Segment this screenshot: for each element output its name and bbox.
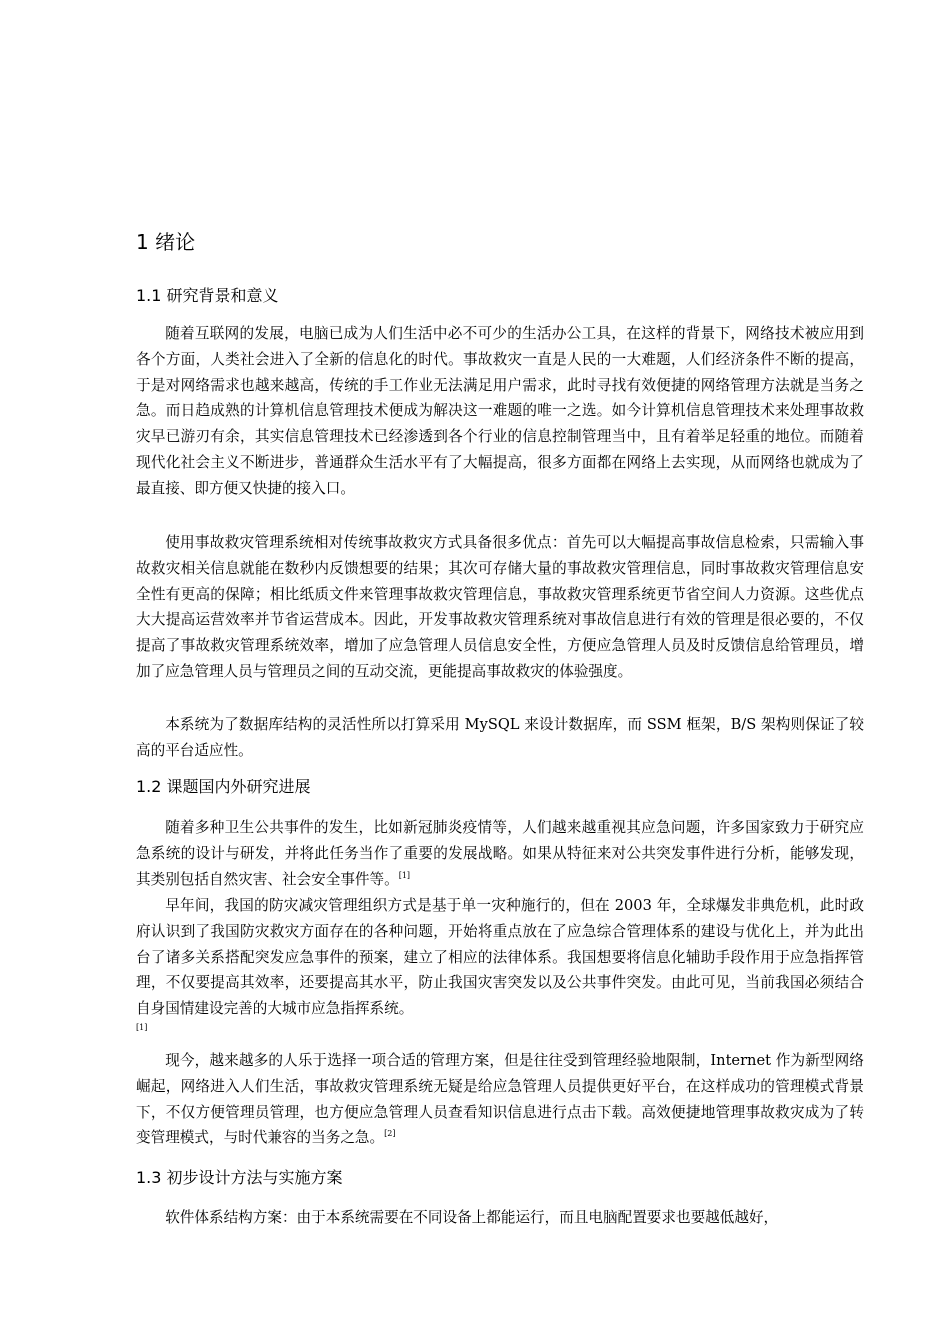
- paragraph: 软件体系结构方案：由于本系统需要在不同设备上都能运行，而且电脑配置要求也要越低越好，: [165, 1209, 779, 1226]
- paragraph: 使用事故救灾管理系统相对传统事故救灾方式具备很多优点：首先可以大幅提高事故信息检索，只需输入事故救灾相关信息就能在数秒内反馈想要的结果；其次可存储大量的事故救灾管理信息，同时事故救灾管理信息安全性有更高的保障；相比纸质文件来管理事故救灾管理信息，事故救灾管理系统更节省空间人力资源。这些优点大大提高运营效率并节省运营成本。因此，开发事故救灾管理系统对事故信息进行有效的管理是很必要的，不仅提高了事故救灾管理系统效率，增加了应急管理人员信息安全性，方便应急管理人员及时反馈信息给管理员，增加了应急管理人员与管理员之间的互动交流，更能提高事故救灾的体验强度。: [136, 534, 864, 680]
- chapter-title: 1 绪论: [136, 230, 196, 254]
- citation: [1]: [398, 870, 411, 880]
- paragraph-text: 随着多种卫生公共事件的发生，比如新冠肺炎疫情等，人们越来越重视其应急问题，许多国家致力于研究应急系统的设计与研发，并将此任务当作了重要的发展战略。如果从特征来对公共突发事件进行分析，能够发现，其类别包括自然灾害、社会安全事件等。: [136, 819, 864, 888]
- citation: [2]: [384, 1129, 396, 1139]
- paragraph-with-citation: [136, 1048, 864, 1151]
- section-title-1-2: 1.2 课题国内外研究进展: [136, 777, 311, 796]
- section-title-1-3: 1.3 初步设计方法与实施方案: [136, 1168, 343, 1187]
- section-title-1-1: 1.1 研究背景和意义: [136, 286, 279, 305]
- paragraph-text: 现今，越来越多的人乐于选择一项合适的管理方案，但是往往受到管理经验地限制，Internet 作为新型网络崛起，网络进入人们生活，事故救灾管理系统无疑是给应急管理人员提供更好平台，在这样成功的管理模式背景下，不仅方便管理员管理，也方便应急管理人员查看知识信息进行点击下载。高效便捷地管理事故救灾成为了转变管理模式，与时代兼容的当务之急。: [136, 1052, 864, 1147]
- citation: [1]: [136, 1023, 148, 1032]
- paragraph: 随着互联网的发展，电脑已成为人们生活中必不可少的生活办公工具，在这样的背景下，网络技术被应用到各个方面，人类社会进入了全新的信息化的时代。事故救灾一直是人民的一大难题，人们经济条件不断的提高，于是对网络需求也越来越高，传统的手工作业无法满足用户需求，此时寻找有效便捷的网络管理方法就是当务之急。而日趋成熟的计算机信息管理技术便成为解决这一难题的唯一之选。如今计算机信息管理技术来处理事故救灾早已游刃有余，其实信息管理技术已经渗透到各个行业的信息控制管理当中，且有着举足轻重的地位。而随着现代化社会主义不断进步，普通群众生活水平有了大幅提高，很多方面都在网络上去实现，从而网络也就成为了最直接、即方便又快捷的接入口。: [136, 325, 864, 497]
- paragraph: 早年间，我国的防灾减灾管理组织方式是基于单一灾种施行的，但在 2003 年，全球爆发非典危机，此时政府认识到了我国防灾救灾方面存在的各种问题，开始将重点放在了应急综合管理体系的建设与优化上，并为此出台了诸多关系搭配突发应急事件的预案，建立了相应的法律体系。我国想要将信息化辅助手段作用于应急指挥管理，不仅要提高其效率，还要提高其水平，防止我国灾害突发以及公共事件突发。由此可见，当前我国必须结合自身国情建设完善的大城市应急指挥系统。: [136, 897, 864, 1018]
- paragraph-with-citation: [136, 815, 864, 892]
- paragraph: 本系统为了数据库结构的灵活性所以打算采用 MySQL 来设计数据库，而 SSM 框架，B/S 架构则保证了较高的平台适应性。: [136, 716, 864, 759]
